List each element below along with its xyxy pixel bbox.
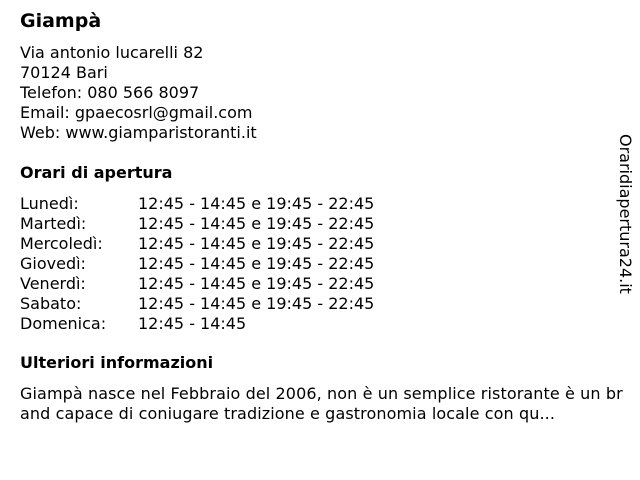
email-address[interactable]: Email: gpaecosrl@gmail.com xyxy=(20,103,253,122)
day-label: Venerdì: xyxy=(20,274,86,293)
contact-block xyxy=(20,43,257,143)
time-range: 12:45 - 14:45 e 19:45 - 22:45 xyxy=(138,274,375,293)
day-label: Sabato: xyxy=(20,294,82,313)
address-street: Via antonio lucarelli 82 xyxy=(20,43,204,62)
time-range: 12:45 - 14:45 e 19:45 - 22:45 xyxy=(138,294,375,313)
brand-watermark: Oraridiapertura24.it xyxy=(616,134,635,294)
hours-row-saturday xyxy=(20,294,374,314)
phone-number[interactable]: Telefon: 080 566 8097 xyxy=(20,83,200,102)
website-link[interactable]: Web: www.giamparistoranti.it xyxy=(20,123,257,142)
time-range: 12:45 - 14:45 e 19:45 - 22:45 xyxy=(138,214,375,233)
time-range: 12:45 - 14:45 e 19:45 - 22:45 xyxy=(138,254,375,273)
hours-row-thursday xyxy=(20,254,374,274)
day-label: Mercoledì: xyxy=(20,234,103,253)
info-description: Giampà nasce nel Febbraio del 2006, non è un semplice ristorante è un brand capace di coniugare tradizione e gastronomia locale con qu... xyxy=(20,384,623,423)
hours-heading: Orari di apertura xyxy=(20,163,173,182)
info-heading: Ulteriori informazioni xyxy=(20,353,214,372)
day-label: Giovedì: xyxy=(20,254,86,273)
hours-row-tuesday xyxy=(20,214,374,234)
hours-row-friday xyxy=(20,274,374,294)
address-city: 70124 Bari xyxy=(20,63,108,82)
business-name: Giampà xyxy=(20,10,102,32)
time-range: 12:45 - 14:45 e 19:45 - 22:45 xyxy=(138,194,375,213)
hours-table xyxy=(20,194,374,334)
hours-row-sunday xyxy=(20,314,374,334)
hours-row-monday xyxy=(20,194,374,214)
day-label: Domenica: xyxy=(20,314,107,333)
hours-row-wednesday xyxy=(20,234,374,254)
time-range: 12:45 - 14:45 xyxy=(138,314,247,333)
day-label: Lunedì: xyxy=(20,194,79,213)
time-range: 12:45 - 14:45 e 19:45 - 22:45 xyxy=(138,234,375,253)
day-label: Martedì: xyxy=(20,214,87,233)
